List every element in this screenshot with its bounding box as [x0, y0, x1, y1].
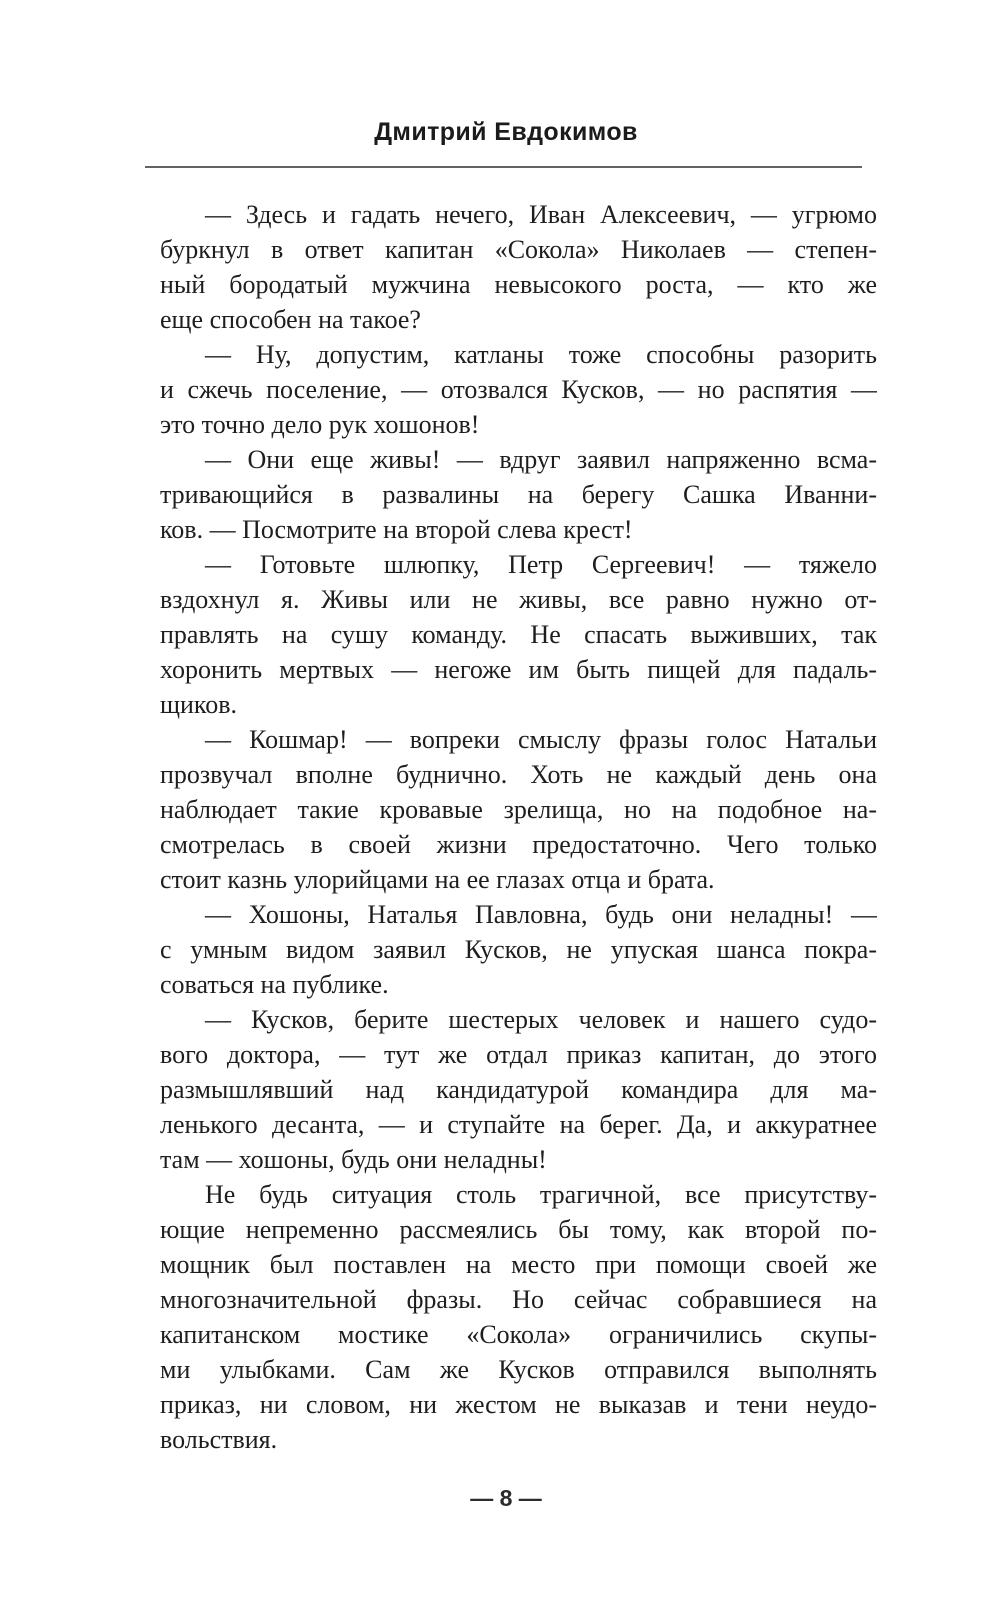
- paragraph: [160, 897, 877, 1002]
- text-line: ющие непременно рассмеялись бы тому, как второй по-: [160, 1215, 877, 1244]
- page-number: — 8 —: [470, 1485, 542, 1511]
- text-line: прозвучал вполне буднично. Хоть не каждый день она: [160, 760, 877, 789]
- text-line: вого доктора, — тут же отдал приказ капитан, до этого: [160, 1040, 877, 1069]
- text-line: — Хошоны, Наталья Павловна, будь они неладны! —: [205, 900, 877, 929]
- text-block: [160, 197, 877, 1457]
- text-line: — Кусков, берите шестерых человек и нашего судо-: [205, 1005, 877, 1034]
- paragraph: [160, 1002, 877, 1177]
- text-line: ный бородатый мужчина невысокого роста, — кто же: [160, 270, 877, 299]
- header-rule: [145, 166, 862, 168]
- text-line: правлять на сушу команду. Не спасать выживших, так: [160, 620, 877, 649]
- text-line: Не будь ситуация столь трагичной, все присутству-: [205, 1180, 877, 1209]
- text-line: капитанском мостике «Сокола» ограничились скупы-: [160, 1320, 877, 1349]
- text-line: там — хошоны, будь они неладны!: [160, 1145, 547, 1174]
- paragraph: [160, 1177, 877, 1457]
- text-line: мощник был поставлен на место при помощи своей же: [160, 1250, 877, 1279]
- text-line: наблюдает такие кровавые зрелища, но на подобное на-: [160, 795, 877, 824]
- text-line: хоронить мертвых — негоже им быть пищей для падаль-: [160, 655, 877, 684]
- text-line: многозначительной фразы. Но сейчас собравшиеся на: [160, 1285, 877, 1314]
- text-line: приказ, ни словом, ни жестом не выказав и тени неудо-: [160, 1390, 877, 1419]
- text-line: щиков.: [160, 690, 238, 719]
- paragraph: [160, 547, 877, 722]
- paragraph: [160, 337, 877, 442]
- paragraph: [160, 722, 877, 897]
- text-line: — Они еще живы! — вдруг заявил напряженно всма-: [205, 445, 877, 474]
- text-line: — Готовьте шлюпку, Петр Сергеевич! — тяжело: [205, 550, 877, 579]
- text-line: вольствия.: [160, 1425, 278, 1454]
- text-line: с умным видом заявил Кусков, не упуская шанса покра-: [160, 935, 877, 964]
- paragraph: [160, 442, 877, 547]
- text-line: буркнул в ответ капитан «Сокола» Николаев — степен-: [160, 235, 877, 264]
- text-line: — Кошмар! — вопреки смыслу фразы голос Натальи: [205, 725, 877, 754]
- text-line: это точно дело рук хошонов!: [160, 410, 480, 439]
- text-line: вздохнул я. Живы или не живы, все равно нужно от-: [160, 585, 877, 614]
- text-line: соваться на публике.: [160, 970, 389, 999]
- text-line: и сжечь поселение, — отозвался Кусков, — но распятия —: [160, 375, 877, 404]
- running-header-author: Дмитрий Евдокимов: [374, 118, 638, 146]
- text-line: ленького десанта, — и ступайте на берег. Да, и аккуратнее: [160, 1110, 877, 1139]
- text-line: — Ну, допустим, катланы тоже способны разорить: [205, 340, 877, 369]
- text-line: размышлявший над кандидатурой командира для ма-: [160, 1075, 877, 1104]
- text-line: смотрелась в своей жизни предостаточно. Чего только: [160, 830, 877, 859]
- paragraph: [160, 197, 877, 337]
- text-line: ков. — Посмотрите на второй слева крест!: [160, 515, 633, 544]
- text-line: еще способен на такое?: [160, 305, 421, 334]
- text-line: — Здесь и гадать нечего, Иван Алексеевич, — угрюмо: [205, 200, 877, 229]
- text-line: стоит казнь улорийцами на ее глазах отца и брата.: [160, 865, 715, 894]
- text-line: ми улыбками. Сам же Кусков отправился выполнять: [160, 1355, 877, 1384]
- text-line: тривающийся в развалины на берегу Сашка Иванни-: [160, 480, 877, 509]
